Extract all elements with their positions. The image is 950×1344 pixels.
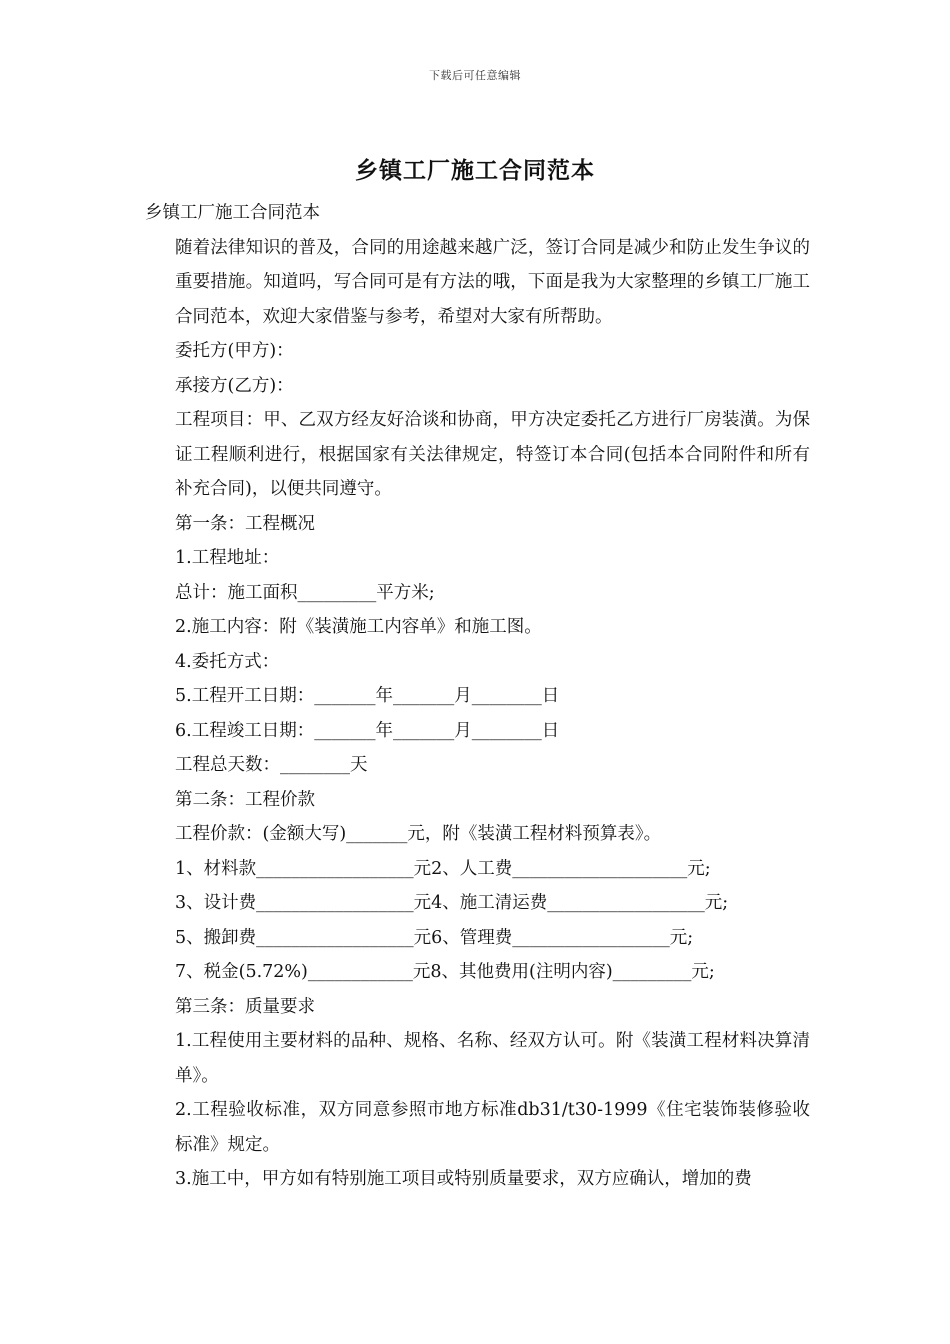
price-line: 工程价款：(金额大写)_______元，附《装潢工程材料预算表》。 — [175, 824, 662, 844]
total-days-line: 工程总天数：________天 — [175, 755, 368, 775]
document-body — [145, 196, 810, 1197]
party-b-line: 承接方(乙方)： — [175, 375, 294, 396]
quality-item-1: 1.工程使用主要材料的品种、规格、名称、经双方认可。附《装潢工程材料决算清单》。 — [175, 1031, 810, 1086]
subtitle-paragraph: 乡镇工厂施工合同范本 — [145, 203, 320, 223]
method-line: 4.委托方式： — [175, 651, 280, 672]
quality-item-2: 2.工程验收标准，双方同意参照市地方标准db31/t30-1999《住宅装饰装修验收标准》规定。 — [175, 1100, 810, 1155]
document-title: 乡镇工厂施工合同范本 — [355, 157, 595, 184]
article-3-heading: 第三条：质量要求 — [175, 996, 315, 1017]
fee-line-1: 1、材料款__________________元2、人工费____________________元; — [175, 858, 711, 879]
project-paragraph: 工程项目：甲、乙双方经友好洽谈和协商，甲方决定委托乙方进行厂房装潢。为保证工程顺利进行，根据国家有关法律规定，特签订本合同(包括本合同附件和所有补充合同)，以便共同遵守。 — [175, 410, 810, 499]
address-line: 1.工程地址： — [175, 548, 280, 568]
quality-item-3: 3.施工中，甲方如有特别施工项目或特别质量要求，双方应确认，增加的费 — [175, 1169, 752, 1189]
start-date-line: 5.工程开工日期：_______年_______月________日 — [175, 686, 560, 706]
header-note: 下载后可任意编辑 — [429, 69, 521, 82]
article-2-heading: 第二条：工程价款 — [175, 789, 315, 810]
party-a-line: 委托方(甲方)： — [175, 341, 294, 361]
intro-paragraph: 随着法律知识的普及，合同的用途越来越广泛，签订合同是减少和防止发生争议的重要措施。知道吗，写合同可是有方法的哦，下面是我为大家整理的乡镇工厂施工合同范本，欢迎大家借鉴与参考，希望对大家有所帮助。 — [175, 237, 810, 327]
fee-line-2: 3、设计费__________________元4、施工清运费__________________元; — [175, 893, 729, 913]
fee-line-3: 5、搬卸费__________________元6、管理费__________________元; — [175, 927, 694, 948]
area-line: 总计：施工面积_________平方米; — [175, 582, 435, 603]
content-line: 2.施工内容：附《装潢施工内容单》和施工图。 — [175, 617, 542, 637]
fee-line-4: 7、税金(5.72%)____________元8、其他费用(注明内容)_________元; — [175, 962, 715, 982]
article-1-heading: 第一条：工程概况 — [175, 513, 315, 534]
end-date-line: 6.工程竣工日期：_______年_______月________日 — [175, 720, 560, 741]
